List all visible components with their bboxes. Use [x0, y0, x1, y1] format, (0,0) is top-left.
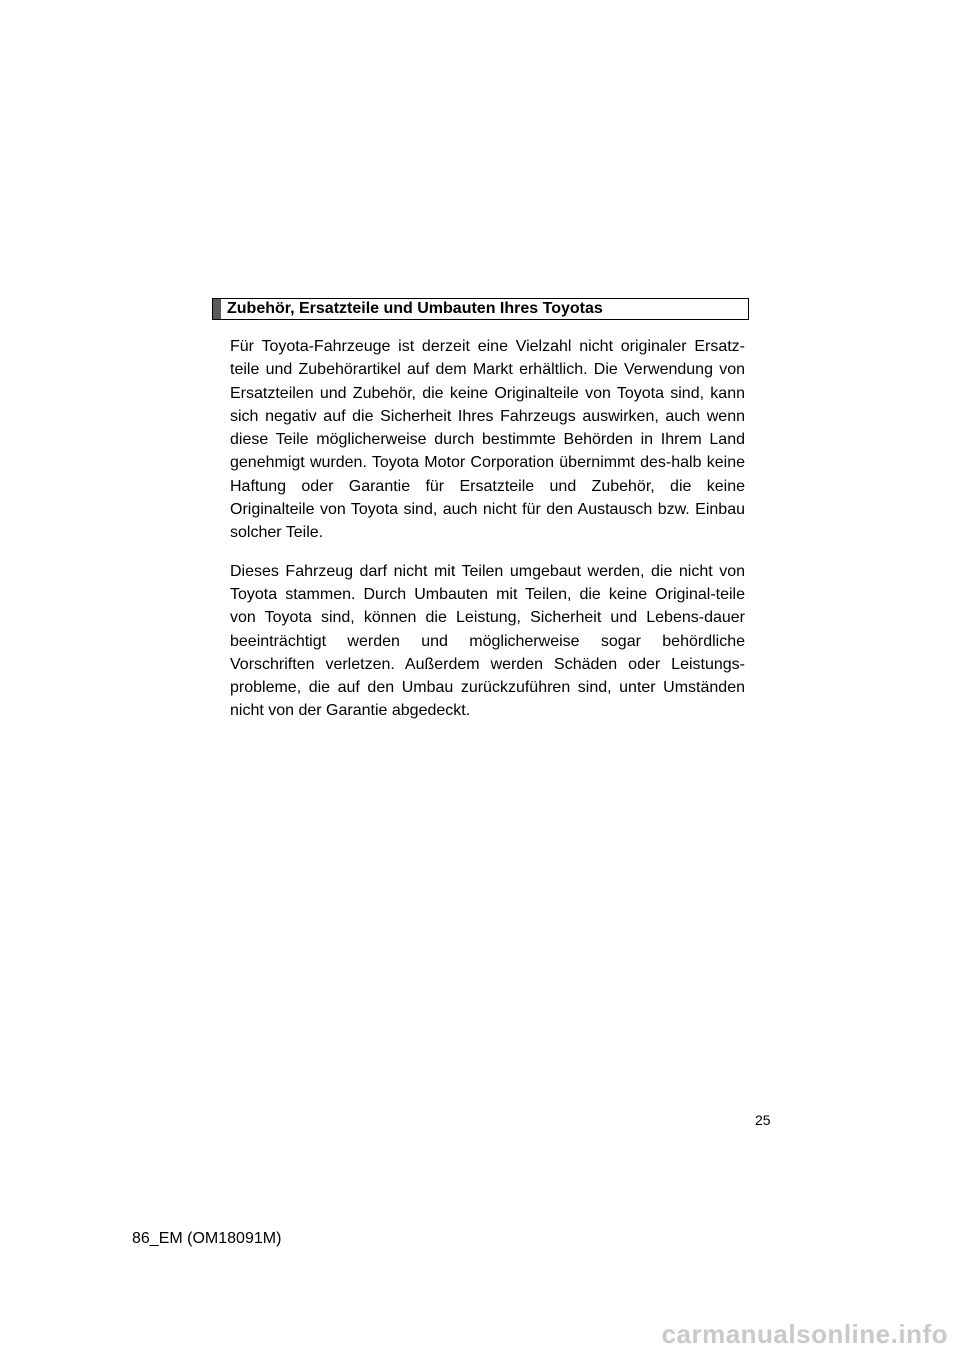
section-header [212, 298, 749, 320]
document-code: 86_EM (OM18091M) [132, 1230, 282, 1247]
paragraph-accessories: Für Toyota-Fahrzeuge ist derzeit eine Vielzahl nicht originaler Ersatz-teile und Zubehörartikel auf dem Markt erhältlich. Die Verwendung von Ersatzteilen und Zubehör, die keine Originalteile von Toyota sind, kann sich negativ auf die Sicherheit Ihres Fahrzeugs auswirken, auch wenn diese Teile möglicherweise durch bestimmte Behörden in Ihrem Land genehmigt wurden. Toyota Motor Corporation übernimmt des-halb keine Haftung oder Garantie für Ersatzteile und Zubehör, die keine Originalteile von Toyota sind, auch nicht für den Austausch bzw. Einbau solcher Teile. [230, 338, 745, 542]
section-marker-bar [213, 299, 221, 319]
page-number: 25 [755, 1112, 771, 1128]
section-title: Zubehör, Ersatzteile und Umbauten Ihres Toyotas [227, 300, 603, 317]
body-text [230, 335, 745, 738]
watermark: carmanualsonline.info [661, 1319, 948, 1349]
paragraph-modifications: Dieses Fahrzeug darf nicht mit Teilen umgebaut werden, die nicht von Toyota stammen. Durch Umbauten mit Teilen, die keine Original-teile von Toyota sind, können die Leistung, Sicherheit und Lebens-dauer beeinträchtigt werden und möglicherweise sogar behördliche Vorschriften verletzen. Außerdem werden Schäden oder Leistungs-probleme, die auf den Umbau zurückzuführen sind, unter Umständen nicht von der Garantie abgedeckt. [230, 562, 745, 720]
